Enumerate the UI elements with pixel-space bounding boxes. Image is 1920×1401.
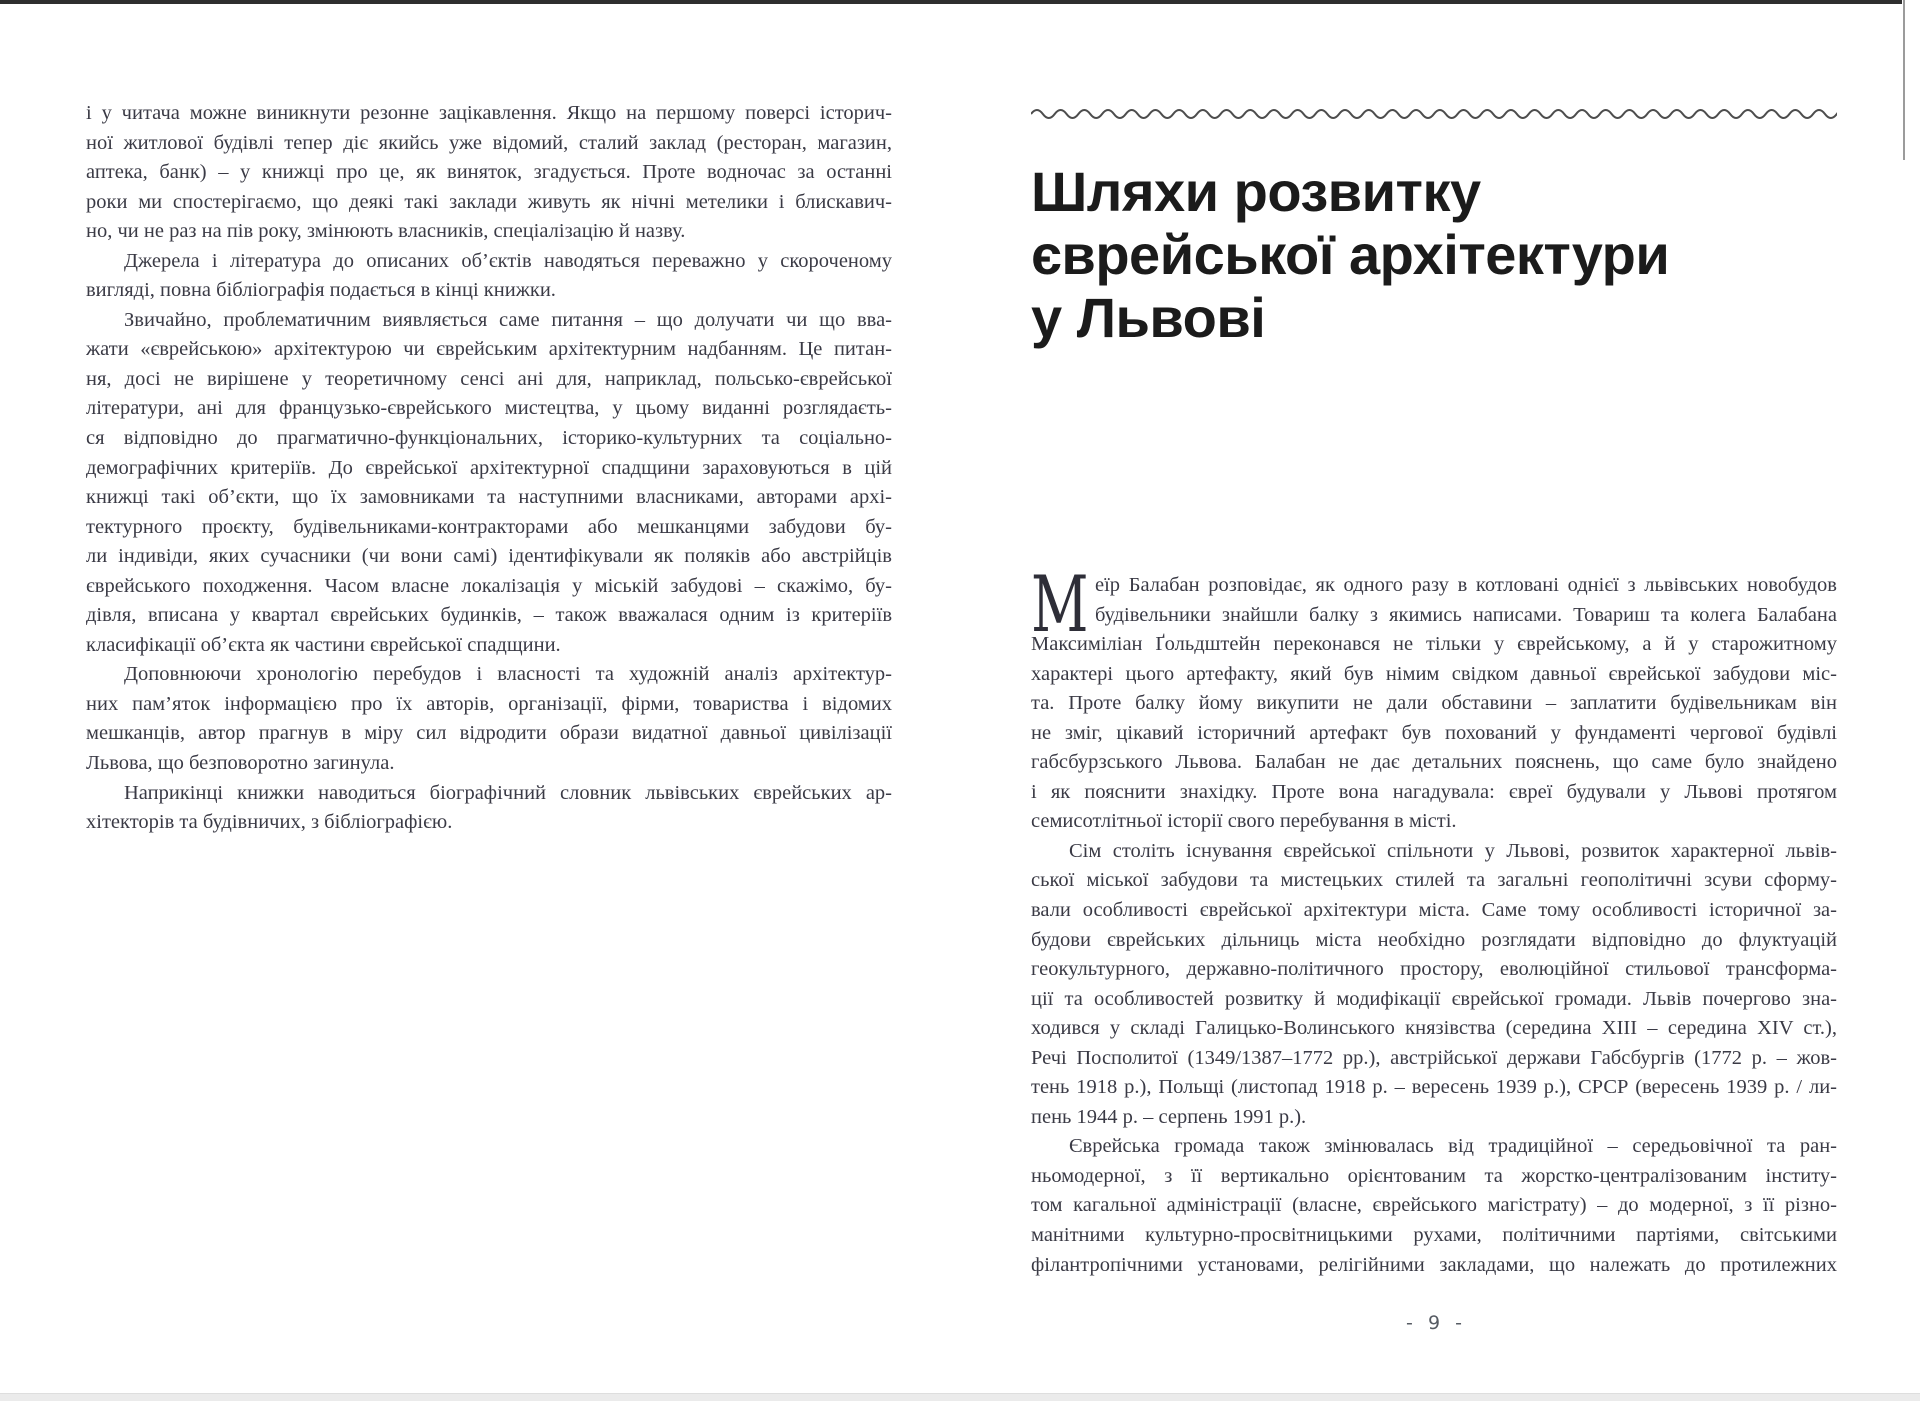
text-line: характері цього артефакту, який був німим свідком давньої єврейської забудови міс- <box>1031 662 1837 685</box>
text-line: ходився у складі Галицько-Волинського князівства (середина XIII – середина XIV ст.), <box>1031 1017 1837 1040</box>
left-page-text <box>86 99 892 838</box>
text-line: Наприкінці книжки наводиться біографічний словник львівських єврейських ар- <box>124 781 892 804</box>
right-page-text <box>1031 571 1837 1280</box>
text-line: геокультурного, державно-політичного простору, еволюційної стильової трансформа- <box>1031 958 1837 981</box>
text-line: ли індивіди, яких сучасники (чи вони самі) ідентифікували як поляків або австрійців <box>86 545 892 568</box>
text-line: Джерела і література до описаних об’єктів наводяться переважно у скороченому <box>124 249 892 272</box>
page-number: - 9 - <box>1406 1312 1462 1334</box>
text-line: Єврейська громада також змінювалась від традиційної – середьовічної та ран- <box>1069 1135 1837 1158</box>
text-line: роки ми спостерігаємо, що деякі такі заклади живуть як нічні метелики і блискавич- <box>86 190 892 213</box>
text-line: ції та особливостей розвитку й модифікації єврейської громади. Львів почергово зна- <box>1031 987 1837 1010</box>
scan-edge-right <box>1903 0 1905 160</box>
text-line: мешканців, автор прагнув в міру сил відродити образи видатної давньої цивілізації <box>86 722 892 745</box>
wavy-divider-icon <box>1031 106 1837 122</box>
text-line: Сім століть існування єврейської спільноти у Львові, розвиток характерної львів- <box>1069 839 1837 862</box>
text-line: Львова, що безповоротно загинула. <box>86 752 395 775</box>
text-line: хітекторів та будівничих, з бібліографією. <box>86 811 453 834</box>
text-line: тень 1918 р.), Польщі (листопад 1918 р. – вересень 1939 р.), СРСР (вересень 1939 р. / ли- <box>1031 1076 1837 1099</box>
text-line: габсбурзського Львова. Балабан не дає детальних пояснень, що саме було знайдено <box>1031 751 1837 774</box>
text-line: аптека, банк) – у книжці про це, як виняток, згадується. Проте водночас за останні <box>86 161 892 184</box>
chapter-title-line: Шляхи розвитку <box>1031 160 1481 223</box>
text-line: ся відповідно до прагматично-функціональних, історико-культурних та соціально- <box>86 427 892 450</box>
text-line: манітними культурно-просвітницькими рухами, політичними партіями, світськими <box>1031 1224 1837 1247</box>
text-line: не зміг, цікавий історичний артефакт був похований у фундаменті чергової будівлі <box>1031 721 1837 744</box>
chapter-title-line: у Львові <box>1031 286 1266 349</box>
text-line: них пам’яток інформацією про їх авторів, організації, фірми, товариства і відомих <box>86 692 892 715</box>
text-line: Доповнюючи хронологію перебудов і власності та художній аналіз архітектур- <box>124 663 892 686</box>
text-line: тектурного проєкту, будівельниками-контракторами або мешканцями забудови бу- <box>86 515 892 538</box>
chapter-title <box>1031 160 1837 349</box>
drop-cap: М <box>1031 560 1089 650</box>
text-line: жати «єврейською» архітектурою чи єврейським архітектурним надбанням. Це питан- <box>86 338 892 361</box>
text-line: і у читача можне виникнути резонне зацікавлення. Якщо на першому поверсі історич- <box>86 102 892 124</box>
text-line: книжці такі об’єкти, що їх замовниками та наступними власниками, авторами архі- <box>86 486 892 509</box>
chapter-title-line: єврейської архітектури <box>1031 223 1670 286</box>
text-line: пень 1944 р. – серпень 1991 р.). <box>1031 1105 1307 1128</box>
text-line: ської міської забудови та мистецьких стилей та загальні геополітичні зсуви сформу- <box>1031 869 1837 892</box>
text-line: семисотлітньої історії свого перебування в місті. <box>1031 810 1457 833</box>
text-line: но, чи не раз на пів року, змінюють власників, спеціалізацію й назву. <box>86 220 686 243</box>
text-line: літератури, ані для французько-єврейського мистецтва, у цьому виданні розглядаєть- <box>86 397 892 420</box>
text-line: дівля, вписана у квартал єврейських будинків, – також вважалася одним із критеріїв <box>86 604 892 627</box>
text-line: та. Проте балку йому викупити не дали обставини – заплатити будівельникам він <box>1031 692 1837 715</box>
text-line: ньомодерної, з її вертикально орієнтованим та жорстко-централізованим інститу- <box>1031 1164 1837 1187</box>
text-line: Речі Посполитої (1349/1387–1772 рр.), австрійської держави Габсбургів (1772 р. – жов- <box>1031 1046 1837 1069</box>
text-line: філантропічними установами, релігійними закладами, що належать до протилежних <box>1031 1253 1837 1276</box>
text-line: ня, досі не вирішене у теоретичному сенсі ані для, наприклад, польсько-єврейської <box>86 367 892 390</box>
text-line: єврейського походження. Часом власне локалізація у міській забудові – скажімо, бу- <box>86 574 892 597</box>
text-line: ної житлової будівлі тепер діє якийсь уже відомий, сталий заклад (ресторан, магазин, <box>86 131 892 154</box>
wavy-divider <box>1031 106 1837 122</box>
text-line: демографічних критеріїв. До єврейської архітектурної спадщини зараховуються в цій <box>86 456 892 479</box>
text-line: будівельники знайшли балку з якимись написами. Товариш та колега Балабана <box>1095 603 1837 626</box>
text-line: класифікації об’єкта як частини єврейської спадщини. <box>86 633 561 656</box>
text-line: вигляді, повна бібліографія подається в кінці книжки. <box>86 279 556 302</box>
left-page <box>86 0 892 1400</box>
text-line: еїр Балабан розповідає, як одного разу в котловані однієї з львівських новобудов <box>1095 574 1837 596</box>
right-page <box>1031 0 1837 1400</box>
text-line: том кагальної адміністрації (власне, єврейського магістрату) – до модерної, з її різно- <box>1031 1194 1837 1217</box>
text-line: і як пояснити знахідку. Проте вона нагадувала: євреї будували у Львові протягом <box>1031 780 1837 803</box>
text-line: вали особливості єврейської архітектури міста. Саме тому особливості історичної за- <box>1031 899 1837 922</box>
text-line: будови єврейських дільниць міста необхідно розглядати відповідно до флуктуацій <box>1031 928 1837 951</box>
text-line: Максиміліан Ґольдштейн переконався не тільки у єврейському, а й у старожитному <box>1031 633 1837 656</box>
text-line: Звичайно, проблематичним виявляється саме питання – що долучати чи що вва- <box>124 308 892 331</box>
